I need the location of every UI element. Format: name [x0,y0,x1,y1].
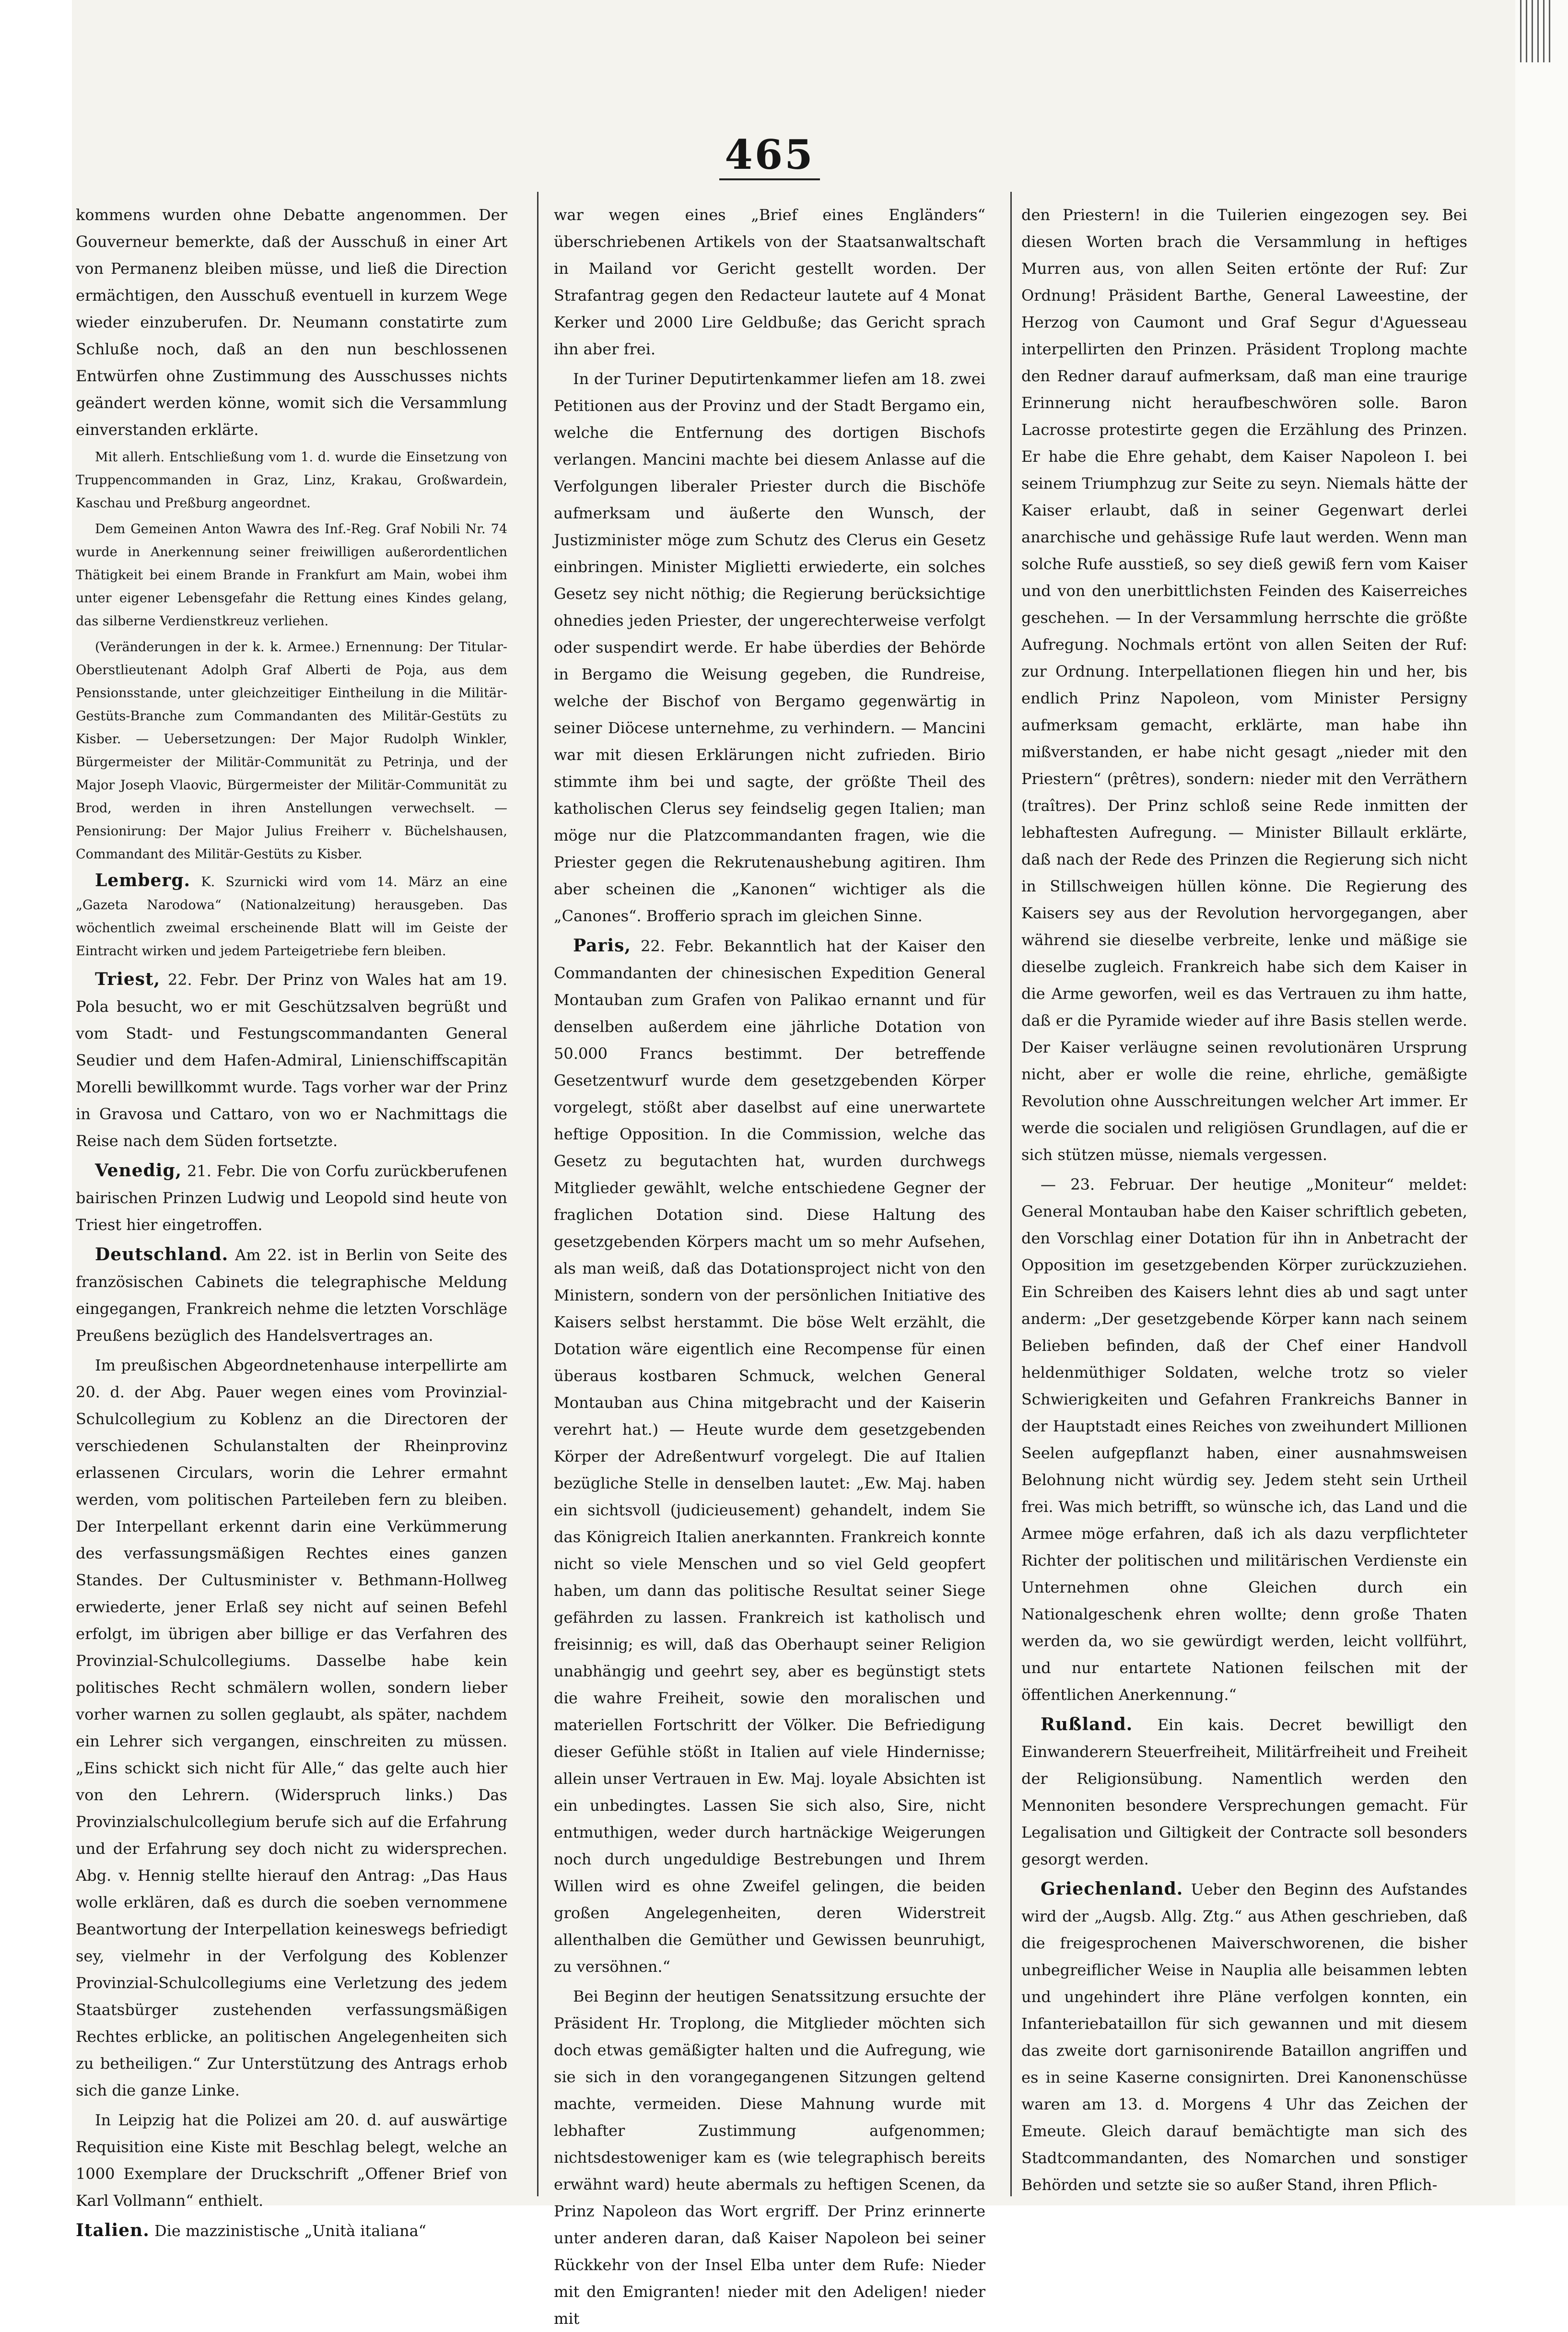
article-dateline: Venedig, [95,1160,182,1181]
article-paragraph [1021,1711,1467,1873]
article-text: Im preußischen Abgeordnetenhause interpellirte am 20. d. der Abg. Pauer wegen eines vom Provinzial-Schulcollegium zu Koblenz an die Directoren der verschiedenen Schulanstalten der Rheinprovinz erlassenen Circulars, worin die Lehrer ermahnt werden, vom politischen Parteileben fern zu bleiben. Der Interpellant erkennt darin eine Verkümmerung des verfassungsmäßigen Rechtes eines ganzen Standes. Der Cultusminister v. Bethmann-Hollweg erwiederte, jener Erlaß sey nicht auf seinen Befehl erfolgt, im übrigen aber billige er das Verfahren des Provinzial-Schulcollegiums. Dasselbe habe kein politisches Recht schmälern wollen, sondern lieber vorher warnen zu sollen geglaubt, als später, nachdem ein Lehrer sich vergangen, einschreiten zu müssen. „Eins schickt sich nicht für Alle,“ das gelte auch hier von den Lehrern. (Widerspruch links.) Das Provinzialschulcollegium berufe sich auf die Erfahrung und der Erfahrung sey doch nicht zu widersprechen. Abg. v. Hennig stellte hierauf den Antrag: „Das Haus wolle erklären, daß es durch die soeben vernommene Beantwortung der Interpellation keineswegs befriedigt sey, vielmehr in der Verfolgung des Koblenzer Provinzial-Schulcollegiums eine Verletzung des jedem Staatsbürger zustehenden verfassungsmäßigen Rechtes erblicke, an politischen Angelegenheiten sich zu betheiligen.“ Zur Unterstützung des Antrags erhob sich die ganze Linke. [76,1356,507,2099]
column-left [76,201,507,2240]
article-paragraph [76,869,507,963]
article-text: Die mazzinistische „Unità italiana“ [149,2222,426,2240]
article-paragraph [76,2217,507,2244]
article-text: — 23. Februar. Der heutige „Moniteur“ meldet: General Montauban habe den Kaiser schriftlich gebeten, den Vorschlag einer Dotation für ihn in Anbetracht der Opposition im gesetzgebenden Körper zurückzuziehen. Ein Schreiben des Kaisers lehnt dies ab und sagt unter anderm: „Der gesetzgebende Körper kann nach seinem Belieben befinden, daß der Chef einer Handvoll heldenmüthiger Soldaten, welche trotz so vieler Schwierigkeiten und Gefahren Frankreichs Banner in der Hauptstadt eines Reiches von zweihundert Millionen Seelen aufgepflanzt haben, einer ausnahmsweisen Belohnung nicht würdig sey. Jedem steht sein Urtheil frei. Was mich betrifft, so wünsche ich, das Land und die Armee möge erfahren, daß ich als dazu verpflichteter Richter der politischen und militärischen Verdienste ein Unternehmen ohne Gleichen durch ein Nationalgeschenk ehren wollte; denn große Thaten werden da, wo sie gewürdigt werden, leicht vollführt, und nur entartete Nationen feilschen mit der öffentlichen Anerkennung.“ [1021,1175,1467,1704]
article-paragraph [554,932,985,1980]
article-text: In der Turiner Deputirtenkammer liefen am 18. zwei Petitionen aus der Provinz und der Stadt Bergamo ein, welche die Entfernung des dortigen Bischofs verlangen. Mancini machte bei diesem Anlasse auf die Verfolgungen liberaler Priester durch die Bischöfe aufmerksam und äußerte den Wunsch, der Justizminister möge zum Schutz des Clerus ein Gesetz einbringen. Minister Miglietti erwiederte, ein solches Gesetz sey nicht nöthig; die Regierung berücksichtige ohnedies jeden Priester, der ungerechterweise verfolgt oder suspendirt werde. Er habe überdies der Behörde in Bergamo die Weisung gegeben, die Rundreise, welche der Bischof von Bergamo gegenwärtig in seiner Diöcese unternehme, zu verhindern. — Mancini war mit diesen Erklärungen nicht zufrieden. Birio stimmte ihm bei und sagte, der größte Theil des katholischen Clerus sey feindselig gegen Italien; man möge nur die Platzcommandanten fragen, wie die Priester gegen die Rekrutenaushebung agitiren. Ihm aber scheinen die „Kanonen“ wichtiger als die „Canones“. Brofferio sprach im gleichen Sinne. [554,370,985,925]
page-edge [1515,0,1568,2205]
article-dateline: Triest, [95,969,161,989]
article-paragraph [76,201,507,443]
article-paragraph [1021,201,1467,1168]
page-number: 465 [725,131,815,178]
article-paragraph [76,518,507,633]
article-text: 22. Febr. Bekanntlich hat der Kaiser den Commandanten der chinesischen Expedition General Montauban zum Grafen von Palikao ernannt und für denselben außerdem eine jährliche Dotation von 50.000 Francs bestimmt. Der betreffende Gesetzentwurf wurde dem gesetzgebenden Körper vorgelegt, stößt aber daselbst auf eine unerwartete heftige Opposition. In die Commission, welche das Gesetz zu begutachten hat, wurden durchwegs Mitglieder gewählt, welche entschiedene Gegner der fraglichen Dotation sind. Diese Haltung des gesetzgebenden Körpers macht um so mehr Aufsehen, als man weiß, daß das Dotationsproject nicht von den Ministern, sondern von der persönlichen Initiative des Kaisers selbst herstammt. Die böse Welt erzählt, die Dotation wäre eigentlich eine Recompense für einen überaus kostbaren Schmuck, welchen General Montauban aus China mitgebracht und der Kaiserin verehrt hat.) — Heute wurde dem gesetzgebenden Körper der Adreßentwurf vorgelegt. Die auf Italien bezügliche Stelle in denselben lautet: „Ew. Maj. haben ein sichtsvoll (judicieusement) gehandelt, indem Sie das Königreich Italien anerkannten. Frankreich konnte nicht so viele Menschen und so viel Geld geopfert haben, um dann das politische Resultat seiner Siege gefährden zu lassen. Frankreich ist katholisch und freisinnig; es will, daß das Oberhaupt seiner Religion unabhängig und geehrt sey, aber es begünstigt stets die wahre Freiheit, sowie den moralischen und materiellen Fortschritt der Völker. Die Befriedigung dieser Gefühle stößt in Italien auf viele Hindernisse; allein unser Vertrauen in Ew. Maj. loyale Absichten ist ein unbedingtes. Lassen Sie sich also, Sire, nicht entmuthigen, weder durch hartnäckige Weigerungen noch durch ungeduldige Bestrebungen und Ihrem Willen wird es ohne Zweifel gelingen, die beiden großen Angelegenheiten, deren Widerstreit allenthalben die Gemüther und Gewissen beunruhigt, zu versöhnen.“ [554,937,985,1976]
article-paragraph [554,1983,985,2332]
article-paragraph [1021,1171,1467,1708]
article-text: K. Szurnicki wird vom 14. März an eine „Gazeta Narodowa“ (Nationalzeitung) herausgeben. Das wöchentlich zweimal erscheinende Blatt will im Geiste der Eintracht wirken und jedem Parteigetriebe fern bleiben. [76,875,507,959]
article-paragraph [76,966,507,1154]
article-text: 22. Febr. Der Prinz von Wales hat am 19. Pola besucht, wo er mit Geschützsalven begrüßt und vom Stadt- und Festungscommandanten General Seudier und dem Hafen-Admiral, Linienschiffscapitän Morelli bewillkommt wurde. Tags vorher war der Prinz in Gravosa und Cattaro, von wo er Nachmittags die Reise nach dem Süden fortsetzte. [76,971,507,1150]
article-paragraph [554,201,985,363]
article-text: (Veränderungen in der k. k. Armee.) Ernennung: Der Titular-Oberstlieutenant Adolph Graf Alberti de Poja, aus dem Pensionsstande, unter gleichzeitiger Eintheilung in die Militär-Gestüts-Branche zum Commandanten des Militär-Gestüts zu Kisber. — Uebersetzungen: Der Major Rudolph Winkler, Bürgermeister der Militär-Communität zu Petrinja, und der Major Joseph Vlaovic, Bürgermeister der Militär-Communität zu Brod, werden in ihren Anstellungen verwechselt. — Pensionirung: Der Major Julius Freiherr v. Büchelshausen, Commandant des Militär-Gestüts zu Kisber. [76,640,507,862]
article-paragraph [76,1157,507,1238]
left-margin [0,0,72,2205]
article-paragraph [76,2107,507,2214]
column-middle [554,201,985,2328]
article-text: Mit allerh. Entschließung vom 1. d. wurde die Einsetzung von Truppencommanden in Graz, Linz, Krakau, Großwardein, Kaschau und Preßburg angeordnet. [76,450,507,511]
article-text: Ein kais. Decret bewilligt den Einwanderern Steuerfreiheit, Militärfreiheit und Freiheit der Religionsübung. Namentlich werden den Mennoniten besondere Versprechungen gemacht. Für Legalisation und Giltigkeit der Contracte soll besonders gesorgt werden. [1021,1716,1467,1868]
article-text: In Leipzig hat die Polizei am 20. d. auf auswärtige Requisition eine Kiste mit Beschlag belegt, welche an 1000 Exemplare der Druckschrift „Offener Brief von Karl Vollmann“ enthielt. [76,2111,507,2210]
column-right [1021,201,1467,2194]
article-text: kommens wurden ohne Debatte angenommen. Der Gouverneur bemerkte, daß der Ausschuß in einer Art von Permanenz bleiben müsse, und ließ die Direction ermächtigen, den Ausschuß eventuell in kurzem Wege wieder einzuberufen. Dr. Neumann constatirte zum Schluße noch, daß an den nun beschlossenen Entwürfen ohne Zustimmung des Ausschusses nichts geändert werden könne, womit sich die Versammlung einverstanden erklärte. [76,206,507,439]
article-text: Am 22. ist in Berlin von Seite des französischen Cabinets die telegraphische Meldung eingegangen, Frankreich nehme die letzten Vorschläge Preußens bezüglich des Handelsvertrages an. [76,1246,507,1345]
article-paragraph [76,1241,507,1349]
article-text: den Priestern! in die Tuilerien eingezogen sey. Bei diesen Worten brach die Versammlung in heftiges Murren aus, von allen Seiten ertönte der Ruf: Zur Ordnung! Präsident Barthe, General Laweestine, der Herzog von Caumont und Graf Segur d'Aguesseau interpellirten den Prinzen. Präsident Troplong machte den Redner darauf aufmerksam, daß man eine traurige Erinnerung nicht heraufbeschwören solle. Baron Lacrosse protestirte gegen die Erzählung des Prinzen. Er habe die Ehre gehabt, dem Kaiser Napoleon I. bei seinem Triumphzug zur Seite zu seyn. Niemals hätte der Kaiser erlaubt, daß in seiner Gegenwart derlei anarchische und gehässige Rufe laut werden. Wenn man solche Rufe ausstieß, so sey dieß gewiß fern vom Kaiser und von den unerbittlichsten Feinden des Kaiserreiches geschehen. — In der Versammlung herrschte die größte Aufregung. Nochmals ertönt von allen Seiten der Ruf: zur Ordnung. Interpellationen fliegen hin und her, bis endlich Prinz Napoleon, vom Minister Persigny aufmerksam gemacht, erklärte, man habe ihn mißverstanden, er habe nicht gesagt „nieder mit den Priestern“ (prêtres), sondern: nieder mit den Verräthern (traîtres). Der Prinz schloß seine Rede inmitten der lebhaftesten Aufregung. — Minister Billault erklärte, daß nach der Rede des Prinzen die Regierung sich nicht in Stillschweigen hüllen könne. Die Regierung des Kaisers sey aus der Revolution hervorgegangen, aber während sie dieselbe verbreite, lenke und mäßige sie dieselbe zugleich. Frankreich habe sich dem Kaiser in die Arme geworfen, weil es das Vertrauen zu ihm hatte, daß er die Pyramide wieder auf ihre Basis stellen werde. Der Kaiser verläugne seinen revolutionären Ursprung nicht, aber er wolle die reine, ehrliche, gemäßigte Revolution ohne Ausschreitungen welcher Art immer. Er werde die socialen und religiösen Grundlagen, auf die er sich stützen müsse, niemals vergessen. [1021,206,1467,1164]
article-dateline: Italien. [76,2220,150,2240]
article-text: Bei Beginn der heutigen Senatssitzung ersuchte der Präsident Hr. Troplong, die Mitglieder möchten sich doch etwas gemäßigter halten und die Aufregung, wie sie sich in den vorangegangenen Sitzungen geltend machte, vermeiden. Diese Mahnung wurde mit lebhafter Zustimmung aufgenommen; nichtsdestoweniger kam es (wie telegraphisch bereits erwähnt ward) heute abermals zu heftigen Scenen, da Prinz Napoleon das Wort ergriff. Der Prinz erinnerte unter anderen daran, daß Kaiser Napoleon bei seiner Rückkehr von der Insel Elba unter dem Rufe: Nieder mit den Emigranten! nieder mit den Adeligen! nieder mit [554,1987,985,2328]
article-paragraph [76,446,507,515]
article-paragraph [554,365,985,929]
article-dateline: Lemberg. [95,870,191,891]
article-paragraph [76,1352,507,2104]
article-text: Dem Gemeinen Anton Wawra des Inf.-Reg. Graf Nobili Nr. 74 wurde in Anerkennung seiner freiwilligen außerordentlichen Thätigkeit bei einem Brande in Frankfurt am Main, wobei ihm unter eigener Lebensgefahr die Rettung eines Kindes gelang, das silberne Verdienstkreuz verliehen. [76,522,507,629]
page-number-rule [719,178,820,180]
article-dateline: Rußland. [1041,1714,1133,1734]
article-text: Ueber den Beginn des Aufstandes wird der „Augsb. Allg. Ztg.“ aus Athen geschrieben, daß die freigesprochenen Maiverschworenen, die bisher unbegreiflicher Weise in Nauplia alle beisammen lebten und ungehindert ihre Pläne verfolgen konnten, ein Infanteriebataillon für sich gewannen und mit diesem das zweite dort garnisonirende Bataillon angriffen und es in seine Kaserne consignirten. Drei Kanonenschüsse waren am 13. d. Morgens 4 Uhr das Zeichen der Emeute. Gleich darauf bemächtigte man sich des Stadtcommandanten, des Nomarchen und sonstiger Behörden und setzte sie so außer Stand, ihren Pflich- [1021,1880,1467,2194]
article-text: war wegen eines „Brief eines Engländers“ überschriebenen Artikels von der Staatsanwaltschaft in Mailand vor Gericht gestellt worden. Der Strafantrag gegen den Redacteur lautete auf 4 Monat Kerker und 2000 Lire Geldbuße; das Gericht sprach ihn aber frei. [554,206,985,358]
article-dateline: Griechenland. [1041,1879,1183,1899]
column-divider [537,192,538,2196]
article-paragraph [76,636,507,866]
article-paragraph [1021,1875,1467,2198]
article-dateline: Deutschland. [95,1244,229,1265]
article-text: 21. Febr. Die von Corfu zurückberufenen bairischen Prinzen Ludwig und Leopold sind heute von Triest hier eingetroffen. [76,1162,507,1234]
column-divider [1010,192,1012,2196]
article-dateline: Paris, [573,936,631,956]
